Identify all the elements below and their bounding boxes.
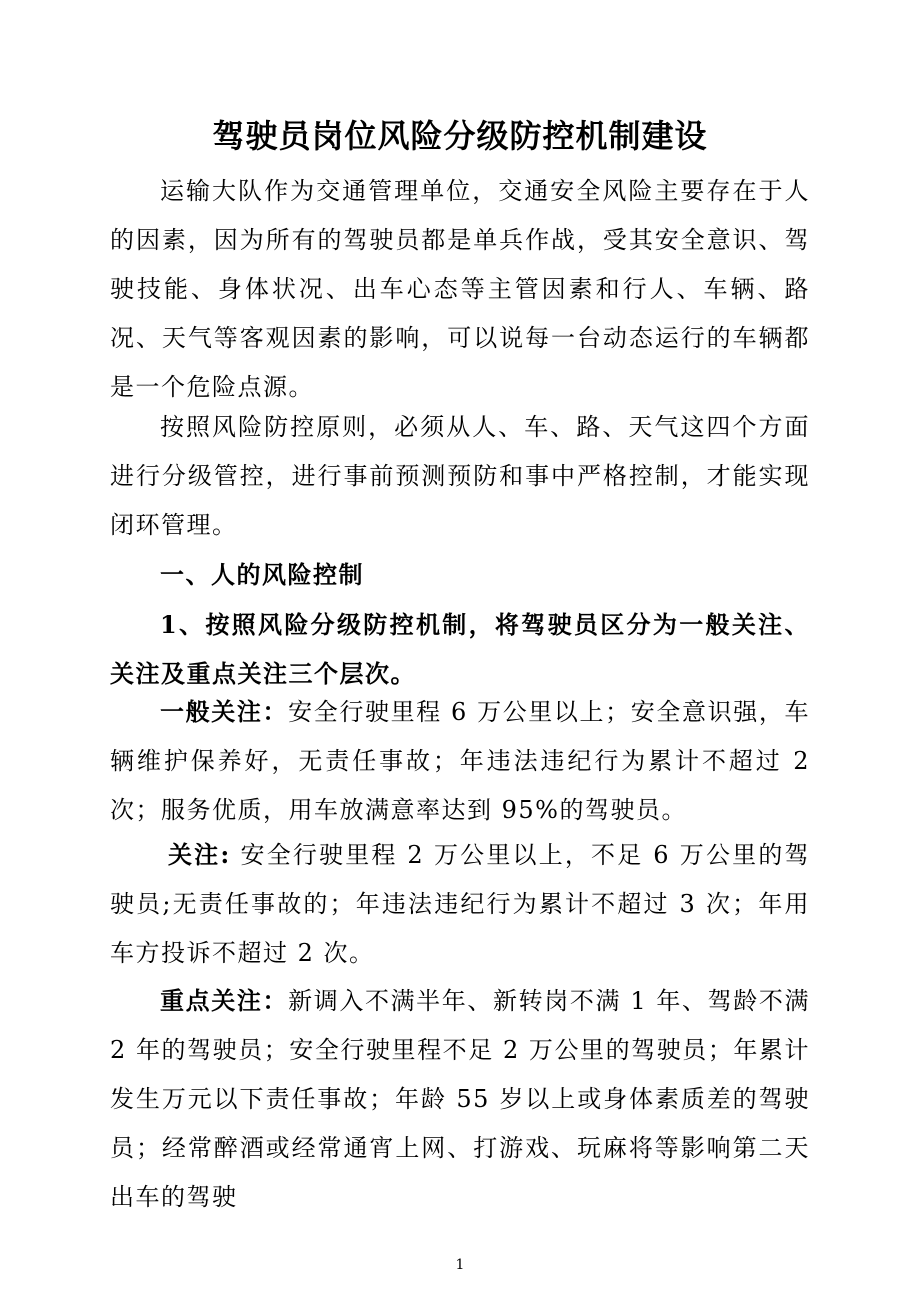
principle-paragraph: 按照风险防控原则，必须从人、车、路、天气这四个方面进行分级管控，进行事前预测预防和事中严格控制，才能实现闭环管理。	[110, 413, 810, 539]
key-attention-label: 重点关注：	[160, 986, 289, 1015]
attention-label: 关注:	[168, 840, 231, 869]
general-attention-text: 安全行驶里程 6 万公里以上；安全意识强，车辆维护保养好，无责任事故；年违法违纪行为累计不超过 2 次；服务优质，用车放满意率达到 95%的驾驶员。	[110, 698, 810, 824]
attention-text: 安全行驶里程 2 万公里以上，不足 6 万公里的驾驶员;无责任事故的；年违法违纪行为累计不超过 3 次；年用车方投诉不超过 2 次。	[110, 841, 810, 967]
attention-paragraph	[110, 830, 810, 978]
general-attention-paragraph	[110, 687, 810, 835]
general-attention-label: 一般关注：	[160, 697, 289, 726]
page-number: 1	[455, 1257, 465, 1273]
key-attention-text: 新调入不满半年、新转岗不满 1 年、驾龄不满 2 年的驾驶员；安全行驶里程不足 2 万公里的驾驶员；年累计发生万元以下责任事故；年龄 55 岁以上或身体素质差的驾驶员；经常醉酒或经常通宵上网、打游戏、玩麻将等影响第二天出车的驾驶	[110, 987, 810, 1211]
document-title: 驾驶员岗位风险分级防控机制建设	[212, 117, 708, 155]
section-heading: 一、人的风险控制	[160, 560, 364, 589]
intro-paragraph: 运输大队作为交通管理单位，交通安全风险主要存在于人的因素，因为所有的驾驶员都是单兵作战，受其安全意识、驾驶技能、身体状况、出车心态等主管因素和行人、车辆、路况、天气等客观因素的影响，可以说每一台动态运行的车辆都是一个危险点源。	[110, 177, 810, 401]
subsection-heading: 1、按照风险分级防控机制，将驾驶员区分为一般关注、关注及重点关注三个层次。	[110, 610, 810, 688]
key-attention-paragraph	[110, 976, 810, 1222]
